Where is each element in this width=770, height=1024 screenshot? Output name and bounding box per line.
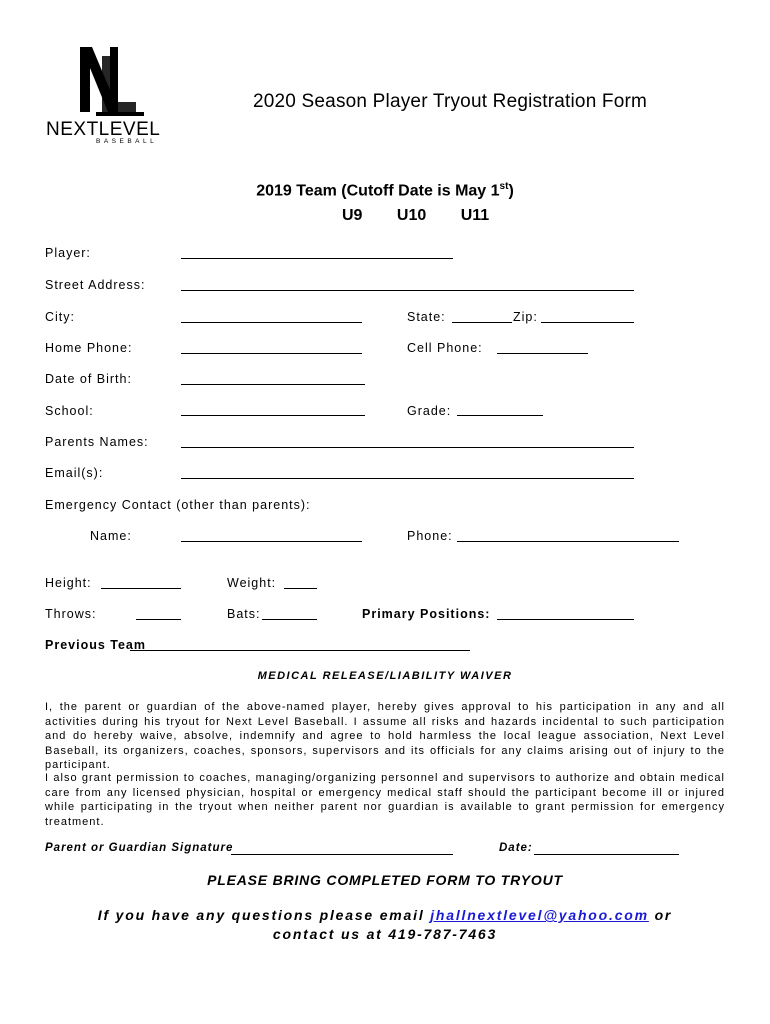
state-label: State:	[407, 310, 446, 324]
emergency-contact-label: Emergency Contact (other than parents):	[45, 498, 311, 512]
bats-field[interactable]	[262, 619, 317, 620]
school-label: School:	[45, 404, 94, 418]
bats-label: Bats:	[227, 607, 261, 621]
next-level-baseball-logo	[44, 42, 179, 150]
parents-names-label: Parents Names:	[45, 435, 149, 449]
age-group-u10: U10	[396, 207, 427, 224]
team-heading: 2019 Team (Cutoff Date is May 1st)	[256, 181, 514, 200]
parents-names-field[interactable]	[181, 447, 634, 448]
player-field[interactable]	[181, 258, 453, 259]
contact-phone: contact us at 419-787-7463	[272, 926, 498, 942]
emergency-name-label: Name:	[90, 529, 132, 543]
waiver-title: MEDICAL RELEASE/LIABILITY WAIVER	[257, 670, 513, 682]
height-label: Height:	[45, 576, 92, 590]
height-field[interactable]	[101, 588, 181, 589]
cell-phone-label: Cell Phone:	[407, 341, 483, 355]
date-of-birth-field[interactable]	[181, 384, 365, 385]
email-link[interactable]: jhallnextlevel@yahoo.com	[430, 907, 649, 923]
grade-field[interactable]	[457, 415, 543, 416]
bring-form-notice: PLEASE BRING COMPLETED FORM TO TRYOUT	[207, 872, 563, 888]
state-field[interactable]	[452, 322, 512, 323]
date-field[interactable]	[534, 854, 679, 855]
page-title: 2020 Season Player Tryout Registration Form	[253, 91, 648, 112]
emails-label: Email(s):	[45, 466, 104, 480]
waiver-paragraph-1: I, the parent or guardian of the above-named player, hereby gives approval to his participation in any and all activities during his tryout for Next Level Baseball. I assume all risks and hazards incidental to such participation and do hereby waive, absolve, indemnify and agree to hold harmless the local league association, Next Level Baseball, its organizers, coaches, sponsors, supervisors and its officials for any claims arising out of injury to the participant.	[45, 701, 725, 771]
date-of-birth-label: Date of Birth:	[45, 372, 132, 386]
home-phone-label: Home Phone:	[45, 341, 133, 355]
weight-field[interactable]	[284, 588, 317, 589]
previous-team-field[interactable]	[130, 650, 470, 651]
street-address-field[interactable]	[181, 290, 634, 291]
primary-positions-field[interactable]	[497, 619, 634, 620]
emergency-phone-field[interactable]	[457, 541, 679, 542]
emails-field[interactable]	[181, 478, 634, 479]
city-label: City:	[45, 310, 75, 324]
zip-label: Zip:	[513, 310, 538, 324]
zip-field[interactable]	[541, 322, 634, 323]
logo-wordmark: NEXTLEVEL	[46, 119, 161, 140]
date-label: Date:	[499, 842, 533, 854]
signature-label: Parent or Guardian Signature	[45, 842, 234, 854]
signature-field[interactable]	[231, 854, 453, 855]
grade-label: Grade:	[407, 404, 452, 418]
questions-notice: If you have any questions please email jhallnextlevel@yahoo.com or contact us at 419-787-7463	[0, 906, 770, 944]
throws-label: Throws:	[45, 607, 97, 621]
weight-label: Weight:	[227, 576, 277, 590]
logo-subtitle: BASEBALL	[96, 138, 158, 145]
emergency-name-field[interactable]	[181, 541, 362, 542]
city-field[interactable]	[181, 322, 362, 323]
age-group-u9: U9	[342, 207, 363, 224]
home-phone-field[interactable]	[181, 353, 362, 354]
cell-phone-field[interactable]	[497, 353, 588, 354]
street-address-label: Street Address:	[45, 278, 146, 292]
throws-field[interactable]	[136, 619, 181, 620]
age-groups	[342, 207, 519, 225]
primary-positions-label: Primary Positions:	[362, 607, 491, 621]
waiver-paragraph-2: I also grant permission to coaches, managing/organizing personnel and supervisors to authorize and obtain medical care from any licensed physician, hospital or emergency medical staff should the participant become ill or injured while participating in the tryout when neither parent nor guardian is available to grant permission for emergency treatment.	[45, 772, 725, 828]
school-field[interactable]	[181, 415, 365, 416]
player-label: Player:	[45, 246, 91, 260]
age-group-u11: U11	[460, 207, 490, 224]
emergency-phone-label: Phone:	[407, 529, 453, 543]
previous-team-label: Previous Team	[45, 638, 147, 652]
